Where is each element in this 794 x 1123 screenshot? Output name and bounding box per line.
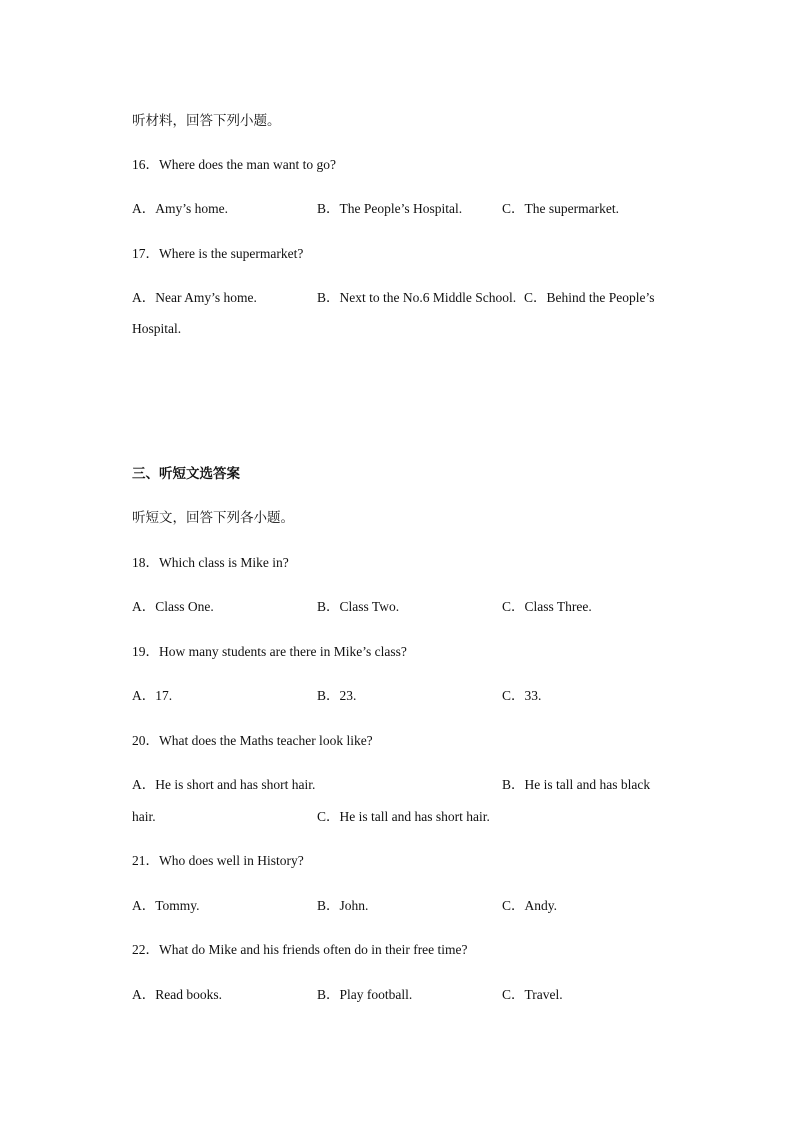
question-22: 22．What do Mike and his friends often do in their free time? bbox=[132, 942, 468, 957]
q16-option-b: B．The People’s Hospital. bbox=[317, 201, 463, 216]
q17-option-c-continued: Hospital. bbox=[132, 321, 182, 336]
q21-option-c: C．Andy. bbox=[502, 898, 558, 913]
q20-option-a: A．He is short and has short hair. bbox=[132, 777, 316, 792]
question-16: 16．Where does the man want to go? bbox=[132, 157, 336, 172]
q18-option-b: B．Class Two. bbox=[317, 599, 400, 614]
q19-option-c: C．33. bbox=[502, 688, 542, 703]
question-18: 18．Which class is Mike in? bbox=[132, 555, 289, 570]
question-19: 19．How many students are there in Mike’s class? bbox=[132, 644, 407, 659]
q20-option-b-continued: hair. bbox=[132, 809, 156, 824]
q16-option-c: C．The supermarket. bbox=[502, 201, 619, 216]
q21-option-b: B．John. bbox=[317, 898, 369, 913]
question-21: 21．Who does well in History? bbox=[132, 853, 304, 868]
q22-option-a: A．Read books. bbox=[132, 987, 222, 1002]
question-17: 17．Where is the supermarket? bbox=[132, 246, 304, 261]
q19-option-b: B．23. bbox=[317, 688, 357, 703]
q22-option-c: C．Travel. bbox=[502, 987, 563, 1002]
q22-option-b: B．Play football. bbox=[317, 987, 413, 1002]
q16-option-a: A．Amy’s home. bbox=[132, 201, 228, 216]
q19-option-a: A．17. bbox=[132, 688, 173, 703]
question-20: 20．What does the Maths teacher look like? bbox=[132, 733, 373, 748]
q21-option-a: A．Tommy. bbox=[132, 898, 200, 913]
q17-option-c: C．Behind the People’s bbox=[524, 290, 655, 305]
q20-option-c: C．He is tall and has short hair. bbox=[317, 809, 490, 824]
q18-option-a: A．Class One. bbox=[132, 599, 214, 614]
section-two-instruction: 听材料，回答下列小题。 bbox=[132, 113, 281, 129]
q18-option-c: C．Class Three. bbox=[502, 599, 592, 614]
q20-option-b: B．He is tall and has black bbox=[502, 777, 651, 792]
section-three-instruction: 听短文，回答下列各小题。 bbox=[132, 510, 294, 526]
q17-option-b: B．Next to the No.6 Middle School. bbox=[317, 290, 517, 305]
q17-option-a: A．Near Amy’s home. bbox=[132, 290, 257, 305]
section-three-heading: 三、听短文选答案 bbox=[132, 466, 240, 482]
